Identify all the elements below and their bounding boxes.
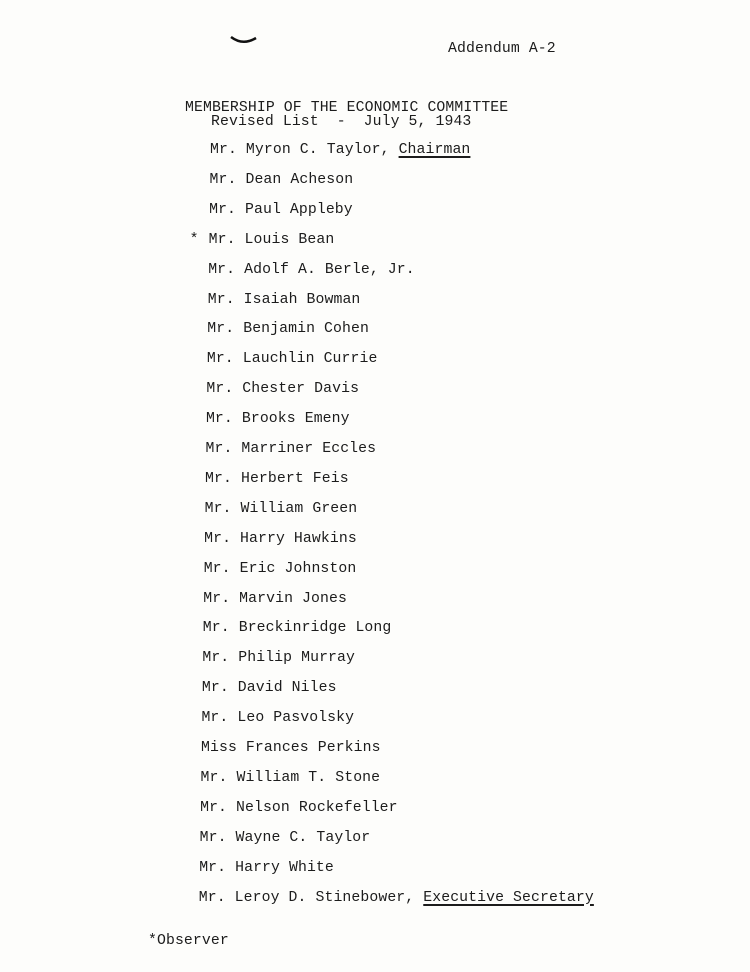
member-row xyxy=(199,860,334,876)
member-role: Executive Secretary xyxy=(423,889,594,906)
member-row xyxy=(201,770,381,786)
member-row xyxy=(205,501,358,517)
member-name: Mr. Lauchlin Currie xyxy=(206,351,378,368)
document-subtitle: Revised List - July 5, 1943 xyxy=(211,114,472,130)
document-title: MEMBERSHIP OF THE ECONOMIC COMMITTEE xyxy=(185,100,509,116)
member-name: Mr. Benjamin Cohen xyxy=(207,321,369,338)
member-name: Mr. Chester Davis xyxy=(206,381,360,398)
member-name: Mr. Dean Acheson xyxy=(209,171,354,188)
member-row xyxy=(205,471,349,487)
member-row xyxy=(207,351,378,367)
footnote: *Observer xyxy=(148,933,229,949)
observer-asterisk: * xyxy=(189,231,199,248)
member-name: Mr. Leroy D. Stinebower, xyxy=(198,889,424,906)
member-row xyxy=(206,441,377,457)
member-row xyxy=(200,830,371,846)
member-name: Mr. Philip Murray xyxy=(202,650,355,667)
member-row xyxy=(210,142,470,158)
member-row xyxy=(203,620,392,636)
member-name: Miss Frances Perkins xyxy=(201,740,381,756)
member-name: Mr. Nelson Rockefeller xyxy=(200,799,398,816)
member-name: Mr. William Green xyxy=(204,500,358,517)
addendum-label: Addendum A-2 xyxy=(448,41,556,57)
member-row xyxy=(201,740,381,756)
member-name: Mr. Louis Bean xyxy=(208,231,335,248)
member-row xyxy=(200,800,398,816)
member-row xyxy=(199,890,594,906)
member-name: Mr. Leo Pasvolsky xyxy=(201,710,355,727)
member-row xyxy=(204,531,357,547)
pen-mark xyxy=(229,34,259,48)
member-role: Chairman xyxy=(398,142,471,158)
member-name: Mr. Harry White xyxy=(199,859,334,876)
member-row xyxy=(202,680,337,696)
member-row xyxy=(201,710,354,726)
member-name: Mr. Wayne C. Taylor xyxy=(199,829,371,846)
member-name: Mr. Breckinridge Long xyxy=(202,620,392,637)
member-row xyxy=(208,262,415,278)
member-row xyxy=(202,650,355,666)
member-row xyxy=(203,591,347,607)
member-row xyxy=(207,321,369,337)
member-name: Mr. Myron C. Taylor, xyxy=(210,142,399,158)
member-name: Mr. Marvin Jones xyxy=(203,590,347,607)
member-name: Mr. Paul Appleby xyxy=(209,201,353,218)
member-row xyxy=(208,292,361,308)
member-name: Mr. Herbert Feis xyxy=(205,470,349,487)
member-row xyxy=(210,172,354,188)
member-name: Mr. Brooks Emeny xyxy=(205,411,350,428)
member-name: Mr. David Niles xyxy=(201,680,337,697)
member-row xyxy=(209,202,353,218)
member-row xyxy=(189,231,335,248)
member-name: Mr. Adolf A. Berle, Jr. xyxy=(208,261,415,278)
member-name: Mr. Marriner Eccles xyxy=(205,441,377,457)
member-name: Mr. William T. Stone xyxy=(200,769,381,786)
member-name: Mr. Isaiah Bowman xyxy=(207,291,361,308)
member-row xyxy=(206,381,359,397)
member-row xyxy=(206,411,350,427)
member-name: Mr. Harry Hawkins xyxy=(204,530,357,547)
member-row xyxy=(204,561,357,577)
member-name: Mr. Eric Johnston xyxy=(203,560,357,577)
